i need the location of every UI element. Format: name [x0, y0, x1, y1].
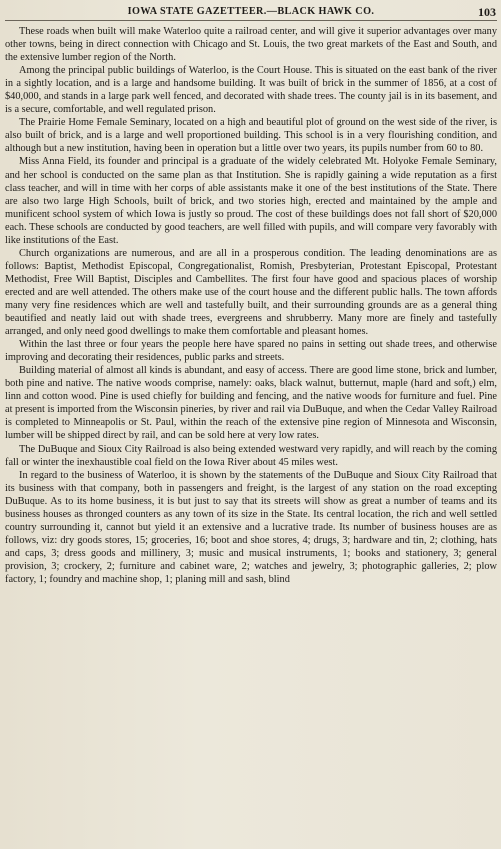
- paragraph-railroad-center: These roads when built will make Waterloo quite a railroad center, and will give it superior advantages over many other towns, being in direct connection with Chicago and St. Louis, the two great markets of the East and South, and the extensive lumber region of the North.: [5, 26, 497, 64]
- running-head: IOWA STATE GAZETTEER.—BLACK HAWK CO.: [127, 6, 375, 17]
- paragraph-business: In regard to the business of Waterloo, it is shown by the statements of the DuBuque and Sioux City Railroad that its business with that company, both in passengers and freight, is the largest of any station on the road excepting DuBuque. As to its home business, it is but just to say that its streets will show as great a number of teams and its business houses as thronged counters as any town of its size in the State. Its central location, the rich and well settled country surrounding it, cannot but yield it an extensive and a lucrative trade. Its number of business houses are as follows, viz: dry goods stores, 15; groceries, 16; boot and shoe stores, 4; drugs, 3; hardware and tin, 2; clothing, hats and caps, 3; dress goods and millinery, 3; music and musical instruments, 1; books and stationery, 3; general provision, 3; crockery, 2; furniture and cabinet ware, 2; watches and jewelry, 3; photographic galleries, 2; plow factory, 1; foundry and machine shop, 1; planing mill and sash, blind: [5, 469, 497, 585]
- page-number: 103: [478, 5, 496, 19]
- paragraph-shade-trees: Within the last three or four years the people here have spared no pains in setting out shade trees, and otherwise improving and decorating their residences, public parks and streets.: [5, 339, 497, 364]
- paragraph-female-seminary: The Prairie Home Female Seminary, located on a high and beautiful plot of ground on the west side of the river, is also built of brick, and is a large and well proportioned building. This school is in a very flourishing condition, and although but a new institution, having been in operation but a little over two years, its pupils number from 60 to 80.: [5, 117, 497, 155]
- page-header: [5, 4, 497, 21]
- body-text: [5, 25, 497, 586]
- paragraph-churches: Church organizations are numerous, and are all in a prosperous condition. The leading denominations are as follows: Baptist, Methodist Episcopal, Congregationalist, Romish, Presbyterian, Protestant Episcopal, Protestant Methodist, Free Will Baptist, Disciples and Cambellites. The first four have good and spacious places of worship erected and are well attended. The others make use of the court house and the different public halls. The town affords many very fine residences which are well and tastefully built, and their surrounding grounds are as a general thing beautified and neatly laid out with shade trees, evergreens and shrubberry. Many more are finely and tastefully arranged, and only need good dwellings to make them comfortable and pleasant homes.: [5, 247, 497, 338]
- paragraph-schools: Miss Anna Field, its founder and principal is a graduate of the widely celebrated Mt. Holyoke Female Seminary, and her school is conducted on the same plan as that Institution. She is rapidly gaining a wide reputation as a first class teacher, and will in time with her corps of able assistants make it one of the best institutions of the State. There are also two large High Schools, built of brick, and two stories high, erected and maintained by the ample and munificent school system of which Iowa is justly so proud. The cost of these buildings does not fall short of $20,000 each. These schools are conducted by good teachers, are well filled with pupils, and will compare very favorably with like institutions of the East.: [5, 156, 497, 246]
- paragraph-sioux-city-railroad: The DuBuque and Sioux City Railroad is also being extended westward very rapidly, and will reach by the coming fall or winter the inexhaustible coal field on the Iowa River about 45 miles west.: [5, 443, 497, 468]
- paragraph-court-house: Among the principal public buildings of Waterloo, is the Court House. This is situated on the east bank of the river in a sightly location, and is a large and handsome building. It was built of brick in the summer of 1856, at a cost of $40,000, and stands in a large park well fenced, and decorated with shade trees. The county jail is in its basement, and is a secure, comfortable, and well regulated prison.: [5, 65, 497, 116]
- paragraph-building-material: Building material of almost all kinds is abundant, and easy of access. There are good lime stone, brick and lumber, both pine and native. The native woods comprise, namely: oaks, black walnut, butternut, maple (hard and soft,) elm, linn and cotton wood. Pine is used chiefly for building and fencing, and the native woods for furniture and fuel. Pine at present is imported from the Wisconsin pineries, by river and rail via DuBuque, and when the Cedar Valley Railroad is completed to Minneapolis or St. Paul, within the reach of the extensive pine region of Minnesota and Wisconsin, lumber will be shipped direct by rail, and can be sold here at very low rates.: [5, 365, 497, 442]
